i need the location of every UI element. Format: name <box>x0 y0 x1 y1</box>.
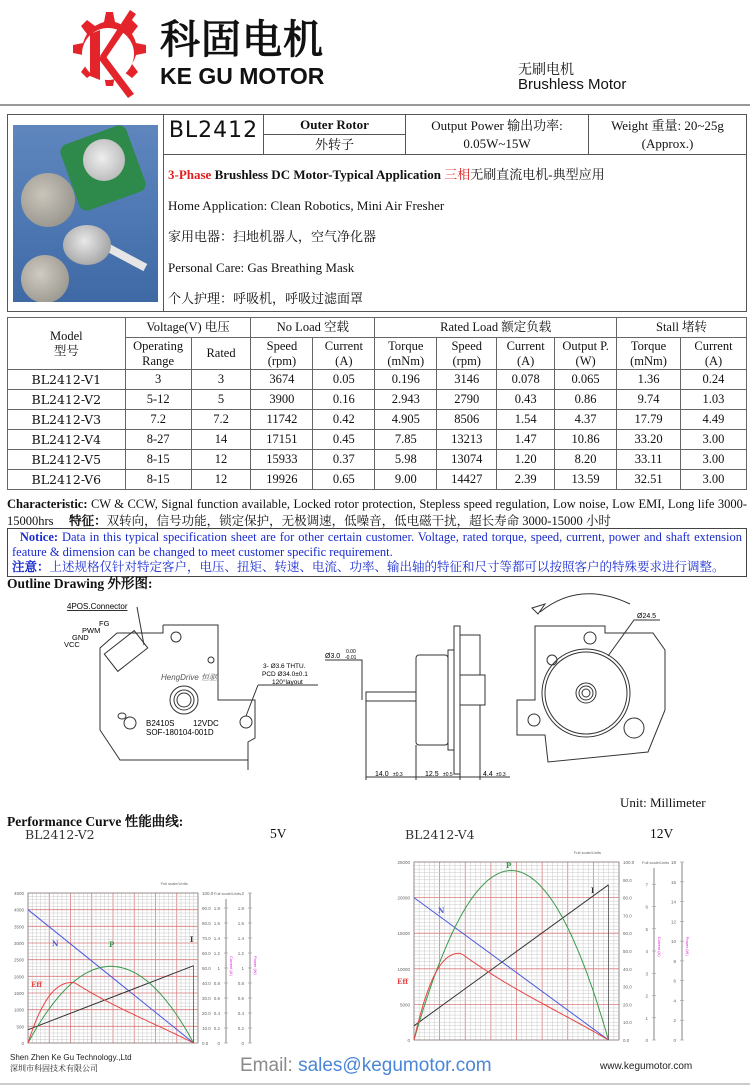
website-link[interactable]: www.kegumotor.com <box>600 1061 693 1072</box>
axis-tick-label: 16 <box>670 879 676 885</box>
axis-tick-label: 0.8 <box>237 981 244 986</box>
axis-tick-label: 3 <box>645 971 648 977</box>
output-power-label: Output Power 输出功率: <box>431 118 563 133</box>
value-cell: 8-15 <box>125 450 191 470</box>
label-p: P <box>506 861 512 870</box>
label-p: P <box>109 940 115 949</box>
right-tick-label: 50.0 <box>202 966 211 971</box>
characteristics: Characteristic: CW & CCW, Signal function available, Locked rotor protection, Stepless speed regulation, Low noise, Low EMI, Long life 3000-15000hrs 特征：双转向，信号功能，锁定保护，无极调速，低噪音，低电磁干扰，超长寿命 3000-15000 小时 <box>7 497 747 528</box>
pin-gnd: GND <box>72 633 89 642</box>
axis-tick-label: 0.4 <box>213 1011 220 1016</box>
brand-name-en: KE GU MOTOR <box>160 63 325 89</box>
group-stall: Stall 堵转 <box>617 318 747 338</box>
outline-drawing <box>60 590 740 790</box>
chart1-voltage: 5V <box>270 826 287 841</box>
axis-tick-label: 0.2 <box>237 1026 244 1031</box>
chart2-model: BL2412-V4 <box>405 827 475 842</box>
axis-tick-label: 0.4 <box>237 1011 244 1016</box>
rotor-type <box>264 115 406 154</box>
dim-shaft: 14.0 <box>375 771 389 778</box>
model-cell: BL2412-V4 <box>8 430 126 450</box>
value-cell: 0.16 <box>313 390 375 410</box>
performance-chart-v4 <box>378 845 713 1045</box>
series-i <box>28 966 194 1030</box>
right-tick-label: 80.0 <box>202 921 211 926</box>
right-tick-label: 20.0 <box>202 1011 211 1016</box>
value-cell: 7.2 <box>191 410 251 430</box>
axis-tick-label: 2 <box>673 1018 676 1024</box>
board-brand: HengDrive 恒驱 <box>161 673 218 682</box>
left-tick-label: 3500 <box>13 924 24 930</box>
axis-tick-label: 1.4 <box>237 936 244 941</box>
axis-tick-label: 2 <box>645 993 648 999</box>
axis-tick-label: 0 <box>645 1038 648 1043</box>
value-cell: 12 <box>191 450 251 470</box>
value-cell: 4.49 <box>680 410 746 430</box>
axis-tick-label: 1 <box>217 966 220 971</box>
category-cn: 无刷电机 <box>518 61 574 77</box>
value-cell: 33.11 <box>617 450 681 470</box>
left-tick-label: 3000 <box>13 941 24 946</box>
board-voltage: 12VDC <box>193 719 219 728</box>
left-tick-label: 2500 <box>13 957 24 963</box>
value-cell: 2790 <box>437 390 497 410</box>
value-cell: 0.43 <box>497 390 555 410</box>
model-cell: BL2412-V6 <box>8 470 126 490</box>
left-tick-label: 4000 <box>13 907 24 913</box>
axis-tick-label: 1 <box>645 1015 648 1021</box>
power-axis-label: Power (W) <box>685 936 690 956</box>
value-cell: 3 <box>125 370 191 390</box>
output-power <box>406 115 589 154</box>
value-cell: 12 <box>191 470 251 490</box>
axis-tick-label: 8 <box>673 958 676 964</box>
table-row <box>8 370 747 390</box>
label-n: N <box>52 939 59 948</box>
personal-care-en: Personal Care: Gas Breathing Mask <box>168 260 355 275</box>
col-rl-torque: Torque (mNm) <box>375 338 437 370</box>
kegu-gear-logo-icon <box>56 6 156 102</box>
value-cell: 3 <box>191 370 251 390</box>
value-cell: 8-15 <box>125 470 191 490</box>
value-cell: 3900 <box>251 390 313 410</box>
home-application-en: Home Application: Clean Robotics, Mini Air Fresher <box>168 198 445 213</box>
axis-tick-label: 1.2 <box>213 951 220 956</box>
col-stall-torque: Torque (mNm) <box>617 338 681 370</box>
group-voltage: Voltage(V) 电压 <box>125 318 251 338</box>
value-cell: 0.065 <box>555 370 617 390</box>
value-cell: 13.59 <box>555 470 617 490</box>
axis-tick-label: 0 <box>241 1041 244 1045</box>
model-cell: BL2412-V5 <box>8 450 126 470</box>
company-name: Shen Zhen Ke Gu Technology.,Ltd 深圳市科固技术有限公司 <box>10 1053 132 1073</box>
left-tick-label: 15000 <box>397 931 410 937</box>
left-tick-label: 10000 <box>397 966 410 972</box>
pin-fg: FG <box>99 619 110 628</box>
value-cell: 2.943 <box>375 390 437 410</box>
series-eff <box>28 982 194 1043</box>
value-cell: 1.20 <box>497 450 555 470</box>
right-tick-label: 80.0 <box>623 895 632 901</box>
right-tick-label: 0.0 <box>202 1041 209 1045</box>
axis-tick-label: 4 <box>673 998 676 1004</box>
value-cell: 0.078 <box>497 370 555 390</box>
value-cell: 0.86 <box>555 390 617 410</box>
value-cell: 3.00 <box>680 430 746 450</box>
label-eff: Eff <box>397 977 409 986</box>
left-tick-label: 1000 <box>13 1007 24 1013</box>
svg-text:±0.3: ±0.3 <box>496 772 506 778</box>
holes-note-3: 120°layout <box>272 679 303 686</box>
brand-name-cn: 科固电机 <box>160 17 324 63</box>
value-cell: 8506 <box>437 410 497 430</box>
value-cell: 17.79 <box>617 410 681 430</box>
outline-drawing-title: Outline Drawing 外形图: <box>7 576 153 591</box>
value-cell: 0.42 <box>313 410 375 430</box>
right-tick-label: 40.0 <box>623 966 632 972</box>
dim-board: 4.4 <box>483 771 493 778</box>
footer-divider <box>0 1083 750 1085</box>
value-cell: 5-12 <box>125 390 191 410</box>
col-rl-output: Output P. (W) <box>555 338 617 370</box>
left-tick-label: 0 <box>407 1038 410 1043</box>
value-cell: 8-27 <box>125 430 191 450</box>
holes-note-1: 3- Ø3.6 THTU. <box>263 663 306 670</box>
col-rl-speed: Speed (rpm) <box>437 338 497 370</box>
axis-tick-label: 0 <box>673 1038 676 1043</box>
email-link[interactable]: sales@kegumotor.com <box>298 1055 492 1076</box>
left-tick-label: 4500 <box>13 891 24 896</box>
right-tick-label: 100.0 <box>202 891 214 896</box>
left-tick-label: 500 <box>16 1024 24 1030</box>
left-tick-label: 25000 <box>397 860 410 865</box>
value-cell: 19926 <box>251 470 313 490</box>
product-info-box <box>7 114 747 312</box>
rotor-type-cn: 外转子 <box>314 137 354 152</box>
value-cell: 5.98 <box>375 450 437 470</box>
value-cell: 0.24 <box>680 370 746 390</box>
axis-tick-label: 0.2 <box>213 1026 220 1031</box>
col-nl-current: Current (A) <box>313 338 375 370</box>
value-cell: 0.65 <box>313 470 375 490</box>
table-row <box>8 450 747 470</box>
label-eff: Eff <box>31 980 43 989</box>
performance-chart-v2 <box>0 840 310 1045</box>
col-stall-current: Current (A) <box>680 338 746 370</box>
axis-tick-label: 6 <box>673 978 676 984</box>
value-cell: 3674 <box>251 370 313 390</box>
connector-label: 4POS.Connector <box>67 602 128 611</box>
personal-care-cn: 个人护理：呼吸机，呼吸过滤面罩 <box>168 291 364 306</box>
svg-text:±0.3: ±0.3 <box>393 772 403 778</box>
col-model: Model 型号 <box>8 318 126 370</box>
value-cell: 10.86 <box>555 430 617 450</box>
chart1-model: BL2412-V2 <box>25 827 95 842</box>
product-category <box>518 61 626 93</box>
board-model: B2410S <box>146 719 175 728</box>
right-tick-label: 20.0 <box>623 1002 632 1008</box>
value-cell: 1.54 <box>497 410 555 430</box>
weight-note: (Approx.) <box>641 136 694 151</box>
value-cell: 0.37 <box>313 450 375 470</box>
axis-tick-label: 2 <box>241 891 244 896</box>
group-no-load: No Load 空载 <box>251 318 375 338</box>
value-cell: 14 <box>191 430 251 450</box>
value-cell: 8.20 <box>555 450 617 470</box>
value-cell: 9.00 <box>375 470 437 490</box>
current-axis-label: Current (A) <box>229 956 234 976</box>
axis-scale-title: Full scale/Units <box>214 891 242 896</box>
value-cell: 17151 <box>251 430 313 450</box>
spec-table <box>7 317 747 490</box>
value-cell: 32.51 <box>617 470 681 490</box>
value-cell: 14427 <box>437 470 497 490</box>
shaft-tol-bottom: -0.01 <box>345 655 357 661</box>
value-cell: 15933 <box>251 450 313 470</box>
power-axis-label: Power (W) <box>253 956 258 975</box>
unit-label: Unit: Millimeter <box>620 795 706 810</box>
chart-scale-title: Full scale/Units <box>573 850 602 855</box>
axis-tick-label: 7 <box>645 882 648 888</box>
left-tick-label: 2000 <box>13 974 24 980</box>
axis-tick-label: 1.2 <box>237 951 244 956</box>
svg-text:±0.5: ±0.5 <box>443 772 453 778</box>
value-cell: 3146 <box>437 370 497 390</box>
right-tick-label: 70.0 <box>202 936 211 941</box>
value-cell: 4.37 <box>555 410 617 430</box>
value-cell: 0.45 <box>313 430 375 450</box>
left-tick-label: 0 <box>21 1041 24 1045</box>
value-cell: 2.39 <box>497 470 555 490</box>
right-tick-label: 30.0 <box>623 984 632 990</box>
axis-tick-label: 12 <box>670 919 676 925</box>
output-power-value: 0.05W~15W <box>463 136 531 151</box>
value-cell: 13213 <box>437 430 497 450</box>
axis-tick-label: 0.6 <box>237 996 244 1001</box>
board-code: SOF-180104-001D <box>146 728 214 737</box>
axis-tick-label: 5 <box>645 926 648 932</box>
label-i: I <box>190 935 194 944</box>
right-tick-label: 10.0 <box>202 1026 211 1031</box>
left-tick-label: 5000 <box>399 1002 410 1008</box>
value-cell: 7.85 <box>375 430 437 450</box>
value-cell: 3.00 <box>680 450 746 470</box>
holes-note-2: PCD Ø34.0±0.1 <box>262 671 308 678</box>
application-list <box>168 159 605 314</box>
label-n: N <box>438 906 445 915</box>
right-tick-label: 60.0 <box>202 951 211 956</box>
value-cell: 11742 <box>251 410 313 430</box>
right-tick-label: 30.0 <box>202 996 211 1001</box>
col-nl-speed: Speed (rpm) <box>251 338 313 370</box>
current-axis-label: Current (A) <box>657 936 662 957</box>
product-photo <box>13 125 158 302</box>
model-number: BL2412 <box>164 115 264 154</box>
right-tick-label: 60.0 <box>623 931 632 937</box>
axis-tick-label: 14 <box>670 899 676 905</box>
right-tick-label: 40.0 <box>202 981 211 986</box>
axis-tick-label: 0.6 <box>213 996 220 1001</box>
right-tick-label: 70.0 <box>623 913 632 919</box>
value-cell: 13074 <box>437 450 497 470</box>
axis-tick-label: 0.8 <box>213 981 220 986</box>
value-cell: 3.00 <box>680 470 746 490</box>
axis-tick-label: 1 <box>241 966 244 971</box>
left-tick-label: 20000 <box>397 895 410 901</box>
category-en: Brushless Motor <box>518 76 627 93</box>
dim-body: 12.5 <box>425 771 439 778</box>
chart-scale-title: Full scale/Units <box>160 881 188 886</box>
notice-box: Notice: Data in this typical specification sheet are for other certain customer. Voltage, rated torque, speed, current, power and shaft extension feature & dimension can be changed to meet customer specific requirement. 注意：上述规格仅针对特定客户，电压、扭矩、转速、电流、功率、输出轴的特征和尺寸等都可以按照客户的特殊要求进行调整。 <box>7 528 747 577</box>
right-tick-label: 90.0 <box>623 877 632 883</box>
shaft-tol-top: 0.00 <box>346 649 356 655</box>
home-application-cn: 家用电器：扫地机器人，空气净化器 <box>168 229 377 244</box>
email: Email: sales@kegumotor.com <box>240 1055 492 1076</box>
value-cell: 1.47 <box>497 430 555 450</box>
axis-tick-label: 1.6 <box>237 921 244 926</box>
shaft-diameter: Ø3.0 <box>325 653 341 660</box>
model-cell: BL2412-V3 <box>8 410 126 430</box>
model-cell: BL2412-V2 <box>8 390 126 410</box>
rotor-type-en: Outer Rotor <box>264 115 405 135</box>
table-row <box>8 410 747 430</box>
right-tick-label: 0.0 <box>623 1038 630 1043</box>
left-tick-label: 1500 <box>13 991 24 996</box>
axis-tick-label: 1.4 <box>213 936 220 941</box>
model-cell: BL2412-V1 <box>8 370 126 390</box>
axis-scale-title: Full scale/Units <box>642 860 670 865</box>
col-operating-range: Operating Range <box>125 338 191 370</box>
axis-tick-label: 4 <box>645 949 648 954</box>
value-cell: 4.905 <box>375 410 437 430</box>
pin-pwm: PWM <box>82 626 101 635</box>
col-rated-voltage: Rated <box>191 338 251 370</box>
summary-row <box>164 115 746 155</box>
series-p <box>28 966 194 1043</box>
axis-tick-label: 6 <box>645 904 648 910</box>
right-tick-label: 10.0 <box>623 1020 632 1026</box>
table-row <box>8 470 747 490</box>
axis-tick-label: 10 <box>670 939 676 945</box>
axis-tick-label: 0 <box>217 1041 220 1045</box>
value-cell: 1.03 <box>680 390 746 410</box>
performance-title: Performance Curve 性能曲线: <box>7 814 184 829</box>
label-i: I <box>591 886 595 895</box>
pin-vcc: VCC <box>64 640 80 649</box>
value-cell: 1.36 <box>617 370 681 390</box>
value-cell: 5 <box>191 390 251 410</box>
right-tick-label: 50.0 <box>623 949 632 954</box>
page-header <box>0 0 750 106</box>
chart2-voltage: 12V <box>650 826 674 841</box>
value-cell: 0.196 <box>375 370 437 390</box>
right-tick-label: 90.0 <box>202 906 211 911</box>
col-rl-current: Current (A) <box>497 338 555 370</box>
value-cell: 9.74 <box>617 390 681 410</box>
weight <box>589 115 746 154</box>
rotor-diameter: Ø24.5 <box>637 613 657 620</box>
value-cell: 33.20 <box>617 430 681 450</box>
axis-tick-label: 1.6 <box>213 921 220 926</box>
value-cell: 0.05 <box>313 370 375 390</box>
value-cell: 7.2 <box>125 410 191 430</box>
application-title: 3-Phase Brushless DC Motor-Typical Application 三相无刷直流电机-典型应用 <box>168 167 605 182</box>
axis-tick-label: 1.8 <box>213 906 220 911</box>
group-rated-load: Rated Load 额定负载 <box>375 318 617 338</box>
right-tick-label: 100.0 <box>623 860 635 865</box>
table-row <box>8 430 747 450</box>
axis-tick-label: 18 <box>670 860 676 865</box>
axis-tick-label: 1.8 <box>237 906 244 911</box>
weight-label: Weight 重量: 20~25g <box>611 118 724 133</box>
table-row <box>8 390 747 410</box>
